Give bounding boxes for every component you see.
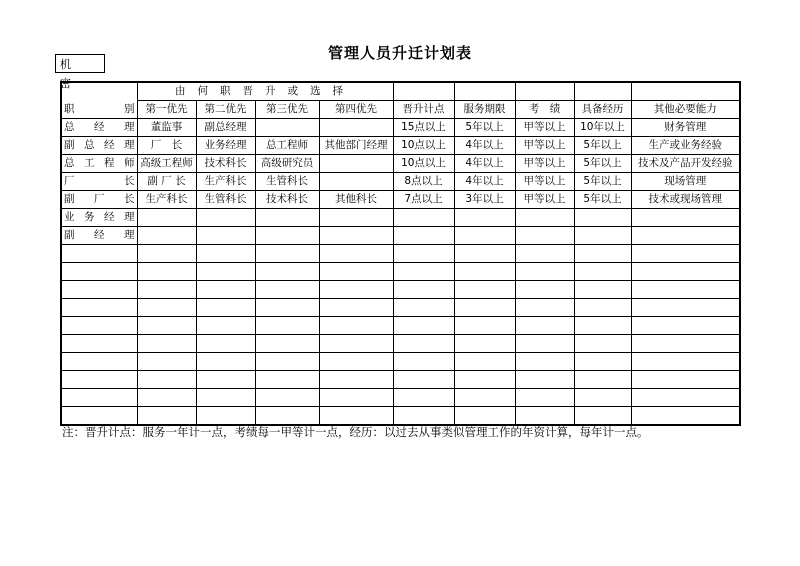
- table-cell: [393, 317, 454, 335]
- table-cell: 4年以上: [454, 155, 515, 173]
- table-cell: [319, 407, 393, 426]
- table-row: [61, 335, 740, 353]
- table-cell: [255, 227, 319, 245]
- table-row: [61, 263, 740, 281]
- table-cell: [454, 263, 515, 281]
- table-cell: [196, 335, 255, 353]
- table-cell: 现场管理: [631, 173, 740, 191]
- table-row: [61, 155, 740, 173]
- table-cell: 总工程师: [255, 137, 319, 155]
- table-cell: 4年以上: [454, 137, 515, 155]
- table-row: [61, 389, 740, 407]
- position-cell: [61, 389, 137, 407]
- position-cell: 总工程师: [61, 155, 137, 173]
- table-row: [61, 119, 740, 137]
- header-priority-2: 第二优先: [196, 101, 255, 119]
- table-cell: 甲等以上: [515, 173, 574, 191]
- table-cell: [631, 299, 740, 317]
- table-cell: 5年以上: [574, 137, 631, 155]
- table-cell: [515, 335, 574, 353]
- table-row: [61, 371, 740, 389]
- position-cell: [61, 245, 137, 263]
- table-row: [61, 209, 740, 227]
- position-cell: [61, 335, 137, 353]
- table-cell: [515, 317, 574, 335]
- position-cell: 厂 长: [61, 173, 137, 191]
- table-cell: 高级研究员: [255, 155, 319, 173]
- table-cell: 技术或现场管理: [631, 191, 740, 209]
- table-cell: [454, 407, 515, 426]
- table-cell: 副总经理: [196, 119, 255, 137]
- table-cell: [454, 389, 515, 407]
- table-cell: [574, 389, 631, 407]
- table-cell: [196, 407, 255, 426]
- table-cell: [393, 281, 454, 299]
- table-row: [61, 317, 740, 335]
- table-cell: 3年以上: [454, 191, 515, 209]
- position-cell: 业务经理: [61, 209, 137, 227]
- table-cell: [255, 281, 319, 299]
- table-cell: 10点以上: [393, 155, 454, 173]
- table-cell: [454, 317, 515, 335]
- table-cell: [319, 317, 393, 335]
- table-cell: [631, 389, 740, 407]
- header-row-columns: [61, 101, 740, 119]
- table-cell: [515, 209, 574, 227]
- table-cell: [515, 281, 574, 299]
- table-cell: [196, 209, 255, 227]
- table-cell: [454, 245, 515, 263]
- position-cell: [61, 317, 137, 335]
- table-cell: [515, 245, 574, 263]
- table-row: [61, 407, 740, 426]
- header-row-group: [61, 82, 740, 101]
- table-cell: 5年以上: [454, 119, 515, 137]
- table-cell: [319, 227, 393, 245]
- table-cell: 财务管理: [631, 119, 740, 137]
- header-promotion-group: 由何职晋升或选择: [137, 82, 393, 101]
- table-cell: [574, 335, 631, 353]
- table-cell: [515, 299, 574, 317]
- header-service-period: 服务期限: [454, 101, 515, 119]
- table-cell: [137, 245, 196, 263]
- table-cell: [196, 353, 255, 371]
- table-cell: 其他科长: [319, 191, 393, 209]
- table-cell: [255, 317, 319, 335]
- table-cell: 生产或业务经验: [631, 137, 740, 155]
- table-cell: [631, 371, 740, 389]
- table-cell: [393, 263, 454, 281]
- header-performance: 考 绩: [515, 101, 574, 119]
- table-cell: [319, 371, 393, 389]
- table-cell: [515, 353, 574, 371]
- table-cell: [255, 299, 319, 317]
- header-points: 晋升计点: [393, 101, 454, 119]
- table-cell: [319, 353, 393, 371]
- table-cell: [319, 173, 393, 191]
- table-cell: [255, 353, 319, 371]
- table-cell: [137, 263, 196, 281]
- table-cell: [319, 299, 393, 317]
- table-cell: [255, 119, 319, 137]
- table-cell: 生产科长: [137, 191, 196, 209]
- table-cell: [393, 353, 454, 371]
- table-cell: 技术科长: [255, 191, 319, 209]
- table-cell: [574, 371, 631, 389]
- table-cell: [255, 245, 319, 263]
- table-cell: [631, 407, 740, 426]
- table-cell: [454, 209, 515, 227]
- table-cell: 副 厂 长: [137, 173, 196, 191]
- table-cell: [137, 389, 196, 407]
- table-cell: [574, 281, 631, 299]
- table-cell: [574, 209, 631, 227]
- table-cell: 5年以上: [574, 191, 631, 209]
- table-cell: [319, 119, 393, 137]
- table-cell: [137, 353, 196, 371]
- table-cell: [319, 281, 393, 299]
- table-cell: [574, 317, 631, 335]
- table-cell: 5年以上: [574, 155, 631, 173]
- table-cell: [393, 299, 454, 317]
- table-cell: [319, 245, 393, 263]
- position-cell: [61, 263, 137, 281]
- table-cell: [319, 263, 393, 281]
- table-cell: [319, 389, 393, 407]
- table-cell: [196, 245, 255, 263]
- table-cell: [137, 407, 196, 426]
- table-cell: 5年以上: [574, 173, 631, 191]
- table-cell: [393, 371, 454, 389]
- table-cell: 甲等以上: [515, 155, 574, 173]
- promotion-plan-table: [60, 81, 741, 426]
- table-cell: [631, 353, 740, 371]
- table-cell: [255, 335, 319, 353]
- table-cell: [454, 299, 515, 317]
- position-cell: 副总经理: [61, 137, 137, 155]
- header-priority-3: 第三优先: [255, 101, 319, 119]
- position-cell: [61, 353, 137, 371]
- table-cell: [454, 353, 515, 371]
- position-cell: 副 厂 长: [61, 191, 137, 209]
- table-cell: [515, 371, 574, 389]
- table-cell: [319, 209, 393, 227]
- table-cell: [631, 317, 740, 335]
- table-cell: [393, 245, 454, 263]
- table-cell: [631, 335, 740, 353]
- table-cell: [196, 317, 255, 335]
- table-cell: [196, 299, 255, 317]
- table-row: [61, 299, 740, 317]
- table-cell: 10年以上: [574, 119, 631, 137]
- table-cell: [196, 371, 255, 389]
- table-cell: 业务经理: [196, 137, 255, 155]
- table-cell: [631, 245, 740, 263]
- table-row: [61, 281, 740, 299]
- table-cell: [196, 227, 255, 245]
- table-cell: [574, 299, 631, 317]
- table-cell: [574, 353, 631, 371]
- table-cell: [515, 407, 574, 426]
- position-cell: 副 经 理: [61, 227, 137, 245]
- table-cell: [137, 335, 196, 353]
- table-row: [61, 173, 740, 191]
- table-cell: [393, 227, 454, 245]
- header-other-abilities: 其他必要能力: [631, 101, 740, 119]
- table-cell: 甲等以上: [515, 137, 574, 155]
- table-cell: 生管科长: [255, 173, 319, 191]
- footnote: 注：晋升计点：服务一年计一点，考绩每一甲等计一点，经历：以过去从事类似管理工作的年资计算，每年计一点。: [62, 425, 649, 439]
- table-cell: [454, 281, 515, 299]
- header-priority-1: 第一优先: [137, 101, 196, 119]
- table-cell: [196, 263, 255, 281]
- table-cell: [255, 371, 319, 389]
- table-row: [61, 227, 740, 245]
- table-cell: 7点以上: [393, 191, 454, 209]
- table-cell: 技术科长: [196, 155, 255, 173]
- position-cell: [61, 299, 137, 317]
- table-row: [61, 245, 740, 263]
- table-cell: 8点以上: [393, 173, 454, 191]
- table-cell: 厂 长: [137, 137, 196, 155]
- table-cell: [319, 335, 393, 353]
- position-cell: [61, 281, 137, 299]
- position-cell: 总 经 理: [61, 119, 137, 137]
- table-cell: [631, 209, 740, 227]
- table-cell: [574, 227, 631, 245]
- table-cell: [255, 389, 319, 407]
- table-cell: [631, 263, 740, 281]
- table-cell: 甲等以上: [515, 191, 574, 209]
- table-cell: [515, 227, 574, 245]
- table-cell: [137, 299, 196, 317]
- table-cell: [196, 281, 255, 299]
- table-cell: [137, 281, 196, 299]
- table-row: [61, 353, 740, 371]
- table-cell: [137, 371, 196, 389]
- table-cell: 董监事: [137, 119, 196, 137]
- table-cell: [631, 227, 740, 245]
- position-cell: [61, 371, 137, 389]
- table-cell: 甲等以上: [515, 119, 574, 137]
- table-cell: [196, 389, 255, 407]
- table-cell: [137, 209, 196, 227]
- table-cell: [137, 317, 196, 335]
- table-cell: 15点以上: [393, 119, 454, 137]
- table-cell: [393, 209, 454, 227]
- table-row: [61, 137, 740, 155]
- page-title: 管理人员升迁计划表: [327, 44, 472, 62]
- table-cell: [454, 227, 515, 245]
- table-cell: [515, 263, 574, 281]
- table-cell: [393, 335, 454, 353]
- table-cell: [393, 407, 454, 426]
- table-cell: [515, 389, 574, 407]
- table-cell: [137, 227, 196, 245]
- header-priority-4: 第四优先: [319, 101, 393, 119]
- table-cell: 4年以上: [454, 173, 515, 191]
- table-cell: [255, 209, 319, 227]
- confidential-label: 机 密: [55, 54, 105, 73]
- table-cell: [454, 335, 515, 353]
- table-cell: [255, 263, 319, 281]
- position-cell: [61, 407, 137, 426]
- table-row: [61, 191, 740, 209]
- table-cell: [574, 407, 631, 426]
- table-cell: [255, 407, 319, 426]
- table-cell: 生管科长: [196, 191, 255, 209]
- table-cell: [393, 389, 454, 407]
- table-cell: [574, 245, 631, 263]
- table-cell: [631, 281, 740, 299]
- header-position: 职 别: [61, 82, 137, 119]
- table-cell: 生产科长: [196, 173, 255, 191]
- table-cell: 技术及产品开发经验: [631, 155, 740, 173]
- table-cell: 其他部门经理: [319, 137, 393, 155]
- table-cell: 10点以上: [393, 137, 454, 155]
- table-cell: [574, 263, 631, 281]
- header-experience: 具备经历: [574, 101, 631, 119]
- table-cell: 高级工程师: [137, 155, 196, 173]
- table-cell: [454, 371, 515, 389]
- table-cell: [319, 155, 393, 173]
